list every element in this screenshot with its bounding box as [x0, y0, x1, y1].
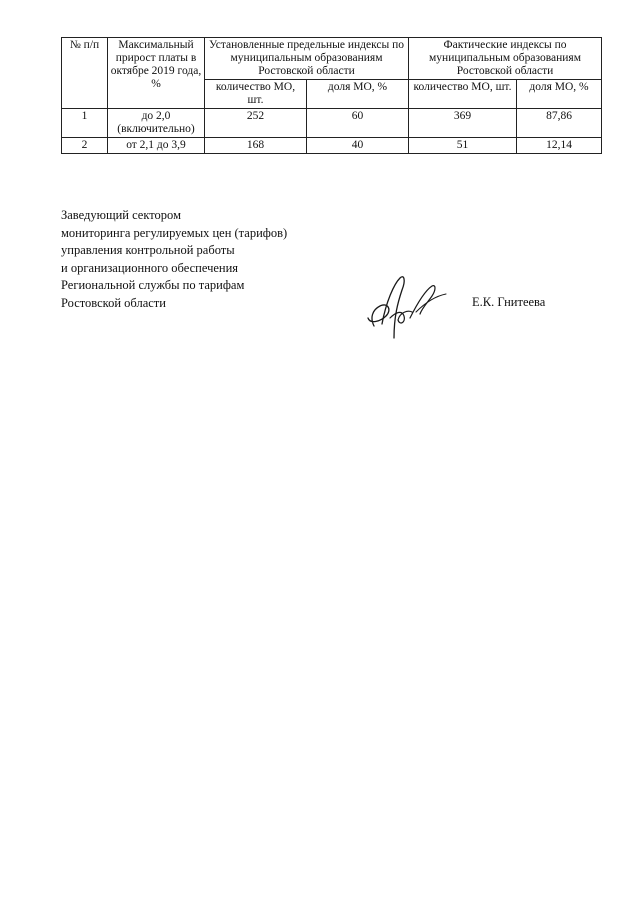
- row-act-count: 51: [409, 138, 517, 154]
- header-row: [62, 38, 602, 80]
- row-num: 2: [62, 138, 108, 154]
- signatory-line: управления контрольной работы: [61, 243, 235, 257]
- row-act-count: 369: [409, 109, 517, 138]
- index-table: [61, 37, 602, 154]
- row-range: до 2,0 (включительно): [108, 109, 205, 138]
- handwritten-signature: [360, 272, 452, 342]
- table-row: [62, 109, 602, 138]
- signatory-line: мониторинга регулируемых цен (тарифов): [61, 225, 288, 240]
- subheader-est-count: количество МО, шт.: [205, 80, 307, 109]
- table-row: [62, 138, 602, 154]
- subheader-act-count: количество МО, шт.: [409, 80, 517, 109]
- row-est-count: 252: [205, 109, 307, 138]
- row-est-count: 168: [205, 138, 307, 154]
- signatory-title: [61, 207, 287, 312]
- signatory-line: Ростовской области: [61, 295, 166, 310]
- signatory-line: Заведующий сектором: [61, 208, 181, 222]
- row-num: 1: [62, 109, 108, 138]
- signatory-line: Региональной службы по тарифам: [61, 278, 245, 292]
- subheader-act-share: доля МО, %: [517, 80, 602, 109]
- header-num: № п/п: [62, 38, 108, 109]
- row-act-share: 87,86: [517, 109, 602, 138]
- header-max-growth: Максимальный прирост платы в октябре 2019 года, %: [108, 38, 205, 109]
- row-act-share: 12,14: [517, 138, 602, 154]
- signatory-line: и организационного обеспечения: [61, 260, 239, 275]
- header-actual: Фактические индексы по муниципальным образованиям Ростовской области: [409, 38, 602, 80]
- row-est-share: 40: [307, 138, 409, 154]
- signer-name: Е.К. Гнитеева: [472, 295, 546, 309]
- subheader-est-share: доля МО, %: [307, 80, 409, 109]
- row-est-share: 60: [307, 109, 409, 138]
- header-established: Установленные предельные индексы по муниципальным образованиям Ростовской области: [205, 38, 409, 80]
- row-range: от 2,1 до 3,9: [108, 138, 205, 154]
